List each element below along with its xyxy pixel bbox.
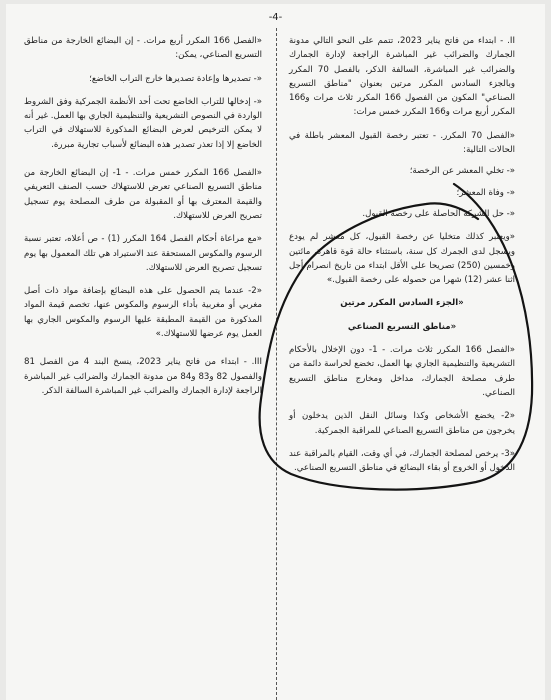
list-item: «- إدخالها للتراب الخاضع تحت أحد الأنظمة الجمركية وفق الشروط الواردة في النصوص التشريعية والتنظيمية الجاري بها العمل. غير أنه لا يمكن الترخيص لعرض البضائع المذكورة للاستهلاك في التراب الخاضع إلا إذا تعذر تصدير هذه البضائع لأسباب تجارية مبررة.: [24, 96, 262, 150]
article-166-ter: «الفصل 166 المكرر ثلاث مرات. - 1- دون الإخلال بالأحكام التشريعية والتنظيمية الجاري بها العمل، تخضع لحراسة دائمة من طرف مصلحة الجمارك، مداخل ومخارج مناطق التسريع الصناعي.: [289, 345, 515, 398]
part-subtitle: «مناطق التسريع الصناعي: [347, 321, 457, 332]
column-divider: [276, 28, 277, 700]
article-166-quater: «الفصل 166 المكرر أربع مرات. - إن البضائع الخارجة من مناطق التسريع الصناعي، يمكن:: [24, 36, 262, 61]
left-column: [24, 34, 262, 407]
part-title: «الجزء السادس المكرر مرتين: [340, 298, 464, 309]
article-70-bis-heading: «الفصل 70 المكرر. - تعتبر رخصة القبول المعشر باطلة في الحالات التالية:: [289, 130, 515, 156]
page-number: -4-: [268, 12, 283, 23]
paragraph: «3- يرخص لمصلحة الجمارك، في أي وقت، القيام بالمراقبة عند الدخول أو الخروج أو بقاء البضائع في مناطق التسريع الصناعي.: [289, 448, 515, 474]
list-item: «- تخلي المعشر عن الرخصة؛: [409, 166, 515, 177]
right-column: [289, 34, 515, 484]
article-166-quinquies: «الفصل 166 المكرر خمس مرات. - 1- إن البضائع الخارجة من مناطق التسريع الصناعي تعرض للاستهلاك حسب الصنف التعريفي والقيمة المعترف بها أو المقبولة من طرف المصلحة يوم تسجيل تصريح العرض للاستهلاك.: [24, 168, 262, 221]
paragraph: «مع مراعاة أحكام الفصل 164 المكرر (1) - ص أعلاه، تعتبر نسبة الرسوم والمكوس المستحقة عند الاستيراد هي تلك المعمول بها يوم تسجيل تصريح العرض للاستهلاك.: [24, 234, 262, 273]
paragraph-2: II. - ابتداء من فاتح يناير 2023، تتمم على النحو التالي مدونة الجمارك والضرائب غير المباشرة الراجعة لإدارة الجمارك والضرائب غير المباشرة، السالفة الذكر، بالفصل 70 المكرر وبالجزء السادس المكرر مرتين بعنوان "مناطق التسريع الصناعي" المكون من الفصول 166 المكرر ثلاث مرات و166 المكرر أربع مرات و166 المكرر خمس مرات:: [289, 36, 515, 118]
list-item: «- وفاة المعشر؛: [456, 187, 515, 198]
list-item: «- تصديرها وإعادة تصديرها خارج التراب الخاضع؛: [89, 73, 262, 84]
list-item: «- حل الشركة الحاصلة على رخصة القبول.: [362, 208, 515, 219]
paragraph-3: III. - ابتداء من فاتح يناير 2023، ينسخ البند 4 من الفصل 81 والفصول 82 و83 و84 من مدونة الجمارك والضرائب غير المباشرة الراجعة لإدارة الجمارك والضرائب غير المباشرة السالفة الذكر.: [24, 357, 262, 396]
paragraph: «2- عندما يتم الحصول على هذه البضائع بإضافة مواد ذات أصل مغربي أو مغربية بأداء الرسوم والمكوس عنها، تخصم قيمة المواد المذكورة من القيمة المطبقة عليها الرسوم والمكوس الجاري بها العمل يوم عرضها للاستهلاك.»: [24, 286, 262, 340]
paragraph: «ويعتبر كذلك متخليا عن رخصة القبول، كل معشر لم يودع ويسجل لدى الجمرك كل سنة، باستثناء حالة قوة قاهرة، مائتين وخمسين (250) تصريحا على الأقل ابتداء من تاريخ انصرام أجل اثنا عشر (12) شهرا من حصوله على رخصة القبول.»: [289, 232, 515, 286]
paragraph: «2- يخضع الأشخاص وكذا وسائل النقل الذين يدخلون أو يخرجون من مناطق التسريع الصناعي للمراقبة الجمركية.: [289, 411, 515, 436]
document-page: [6, 4, 545, 700]
